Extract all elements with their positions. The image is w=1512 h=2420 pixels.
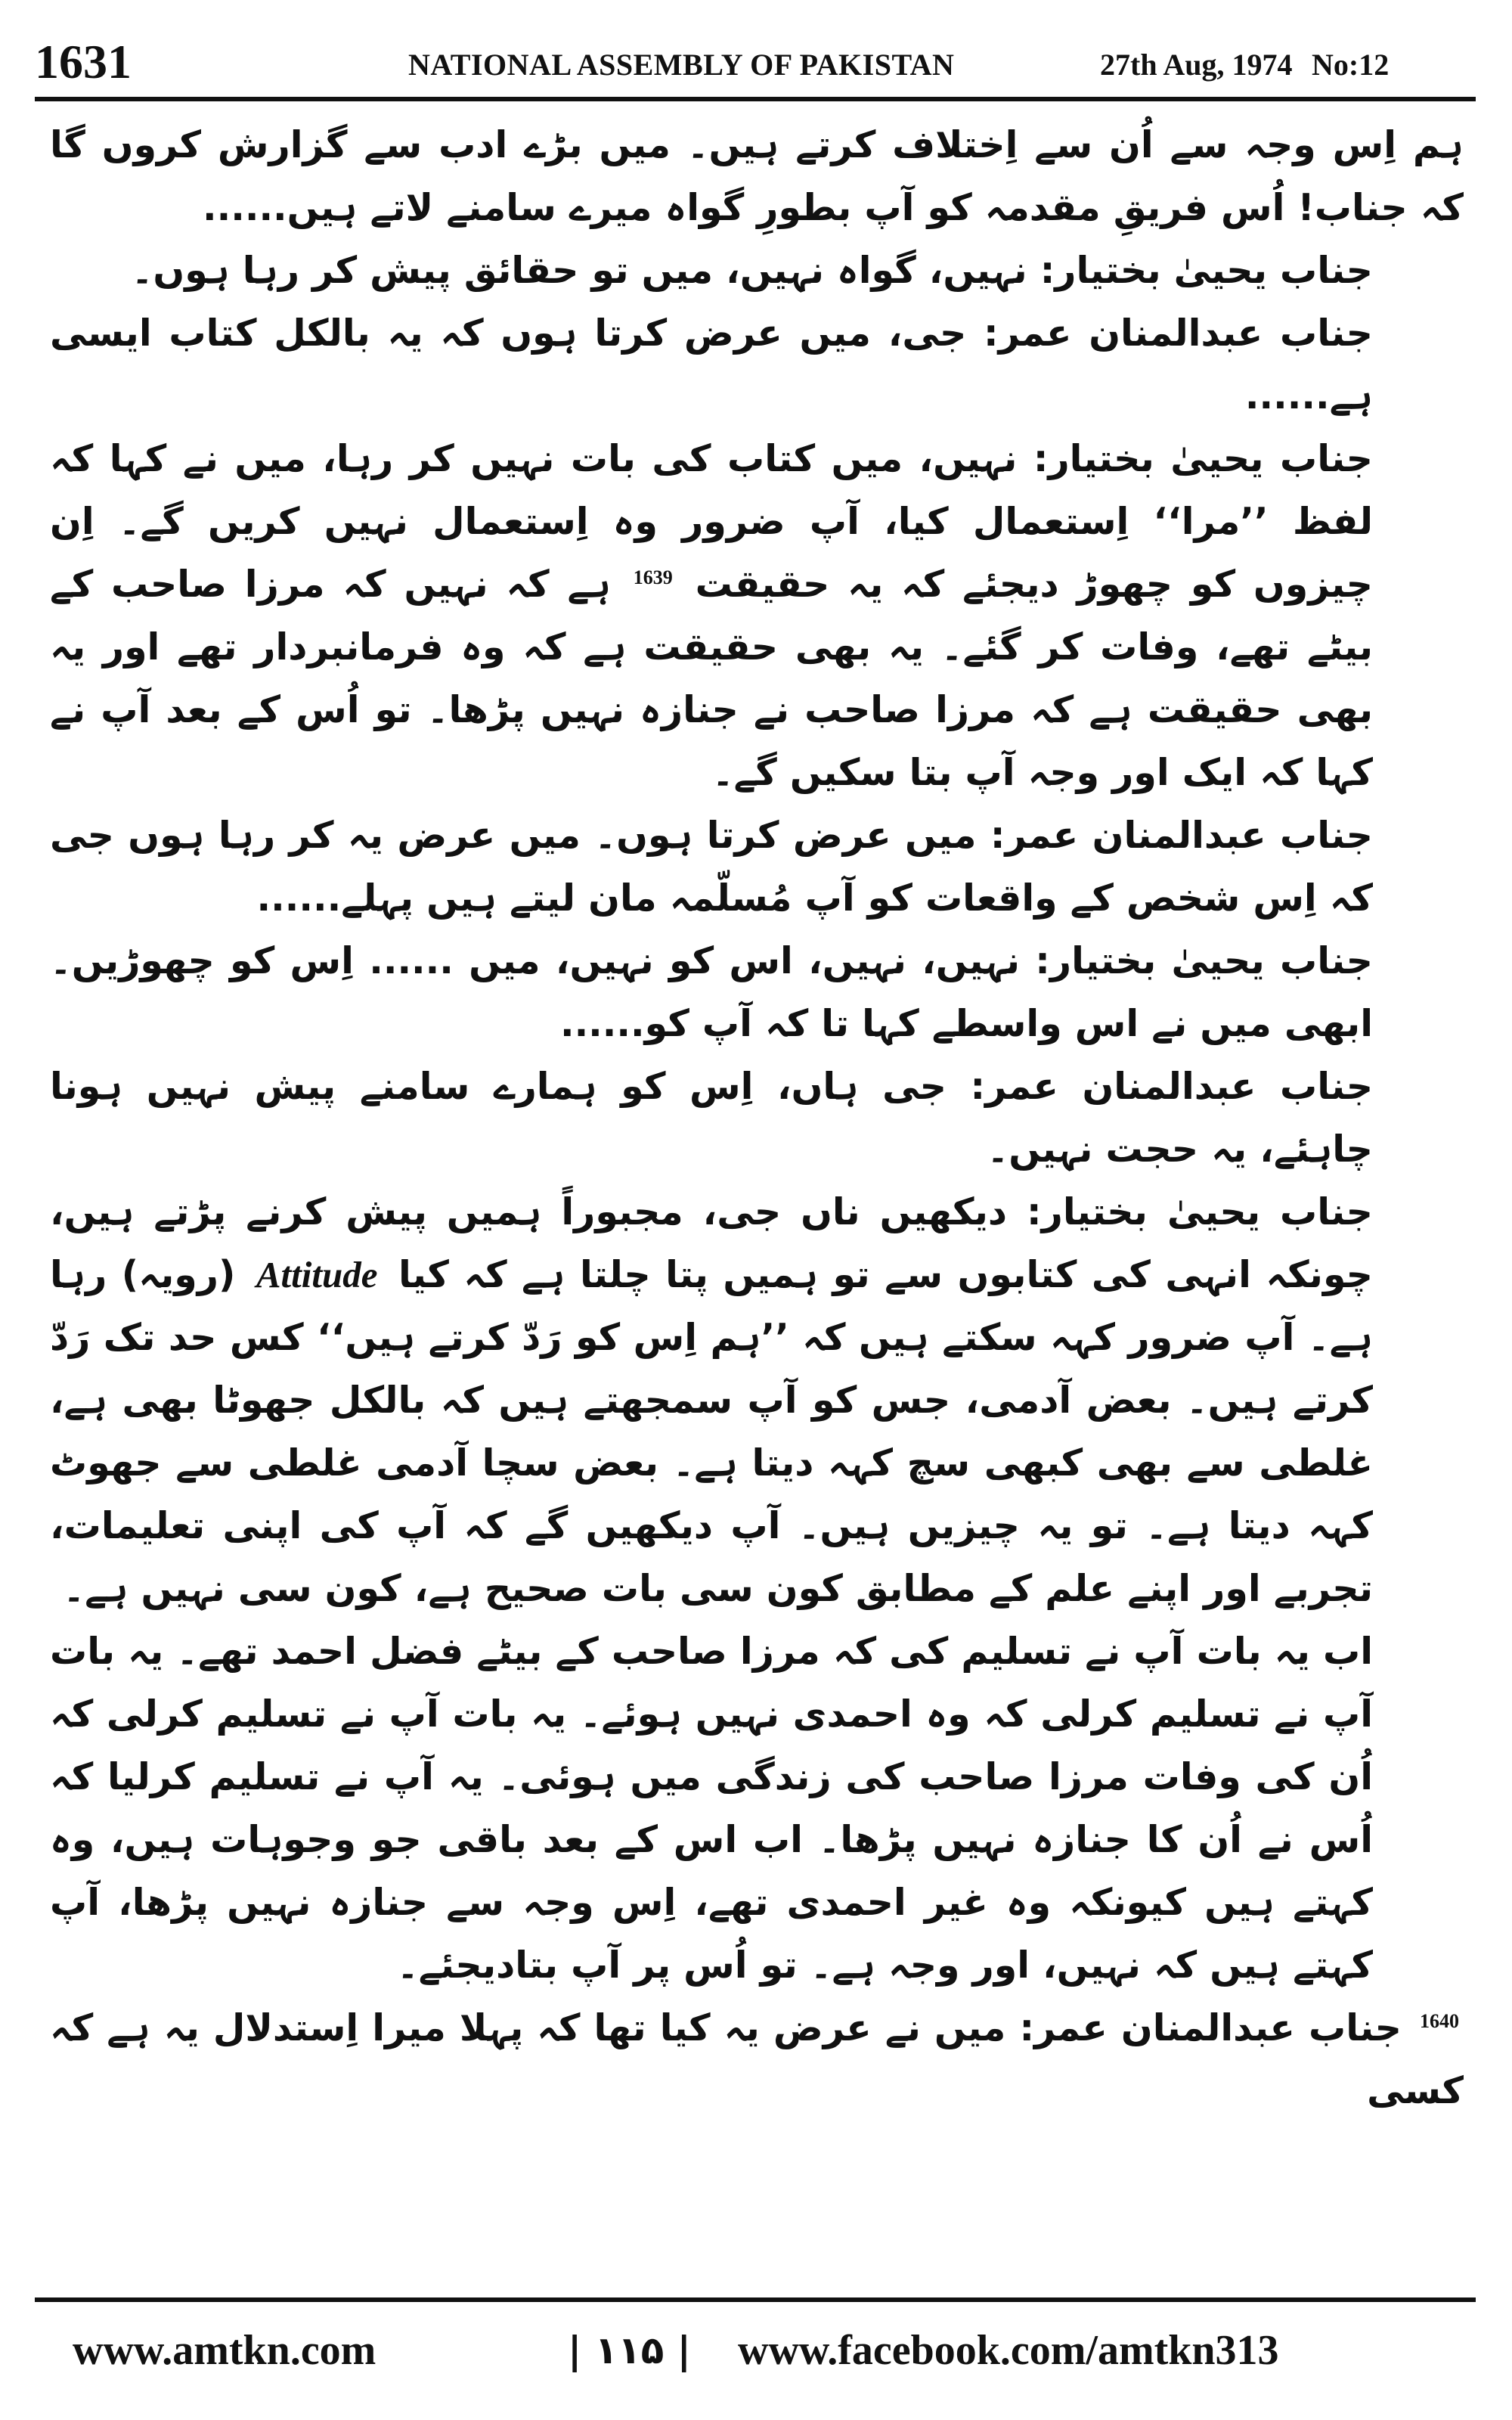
paragraph-2	[50, 239, 1464, 302]
paragraph-1	[50, 113, 1464, 239]
paragraph-text: (رویہ) رہا ہے۔ آپ ضرور کہہ سکتے ہیں کہ ’’ہم اِس کو رَدّ کرتے ہیں‘‘ کس حد تک رَدّ کرتے ہیں۔ بعض آدمی، جس کو آپ سمجھتے ہیں کہ بالکل جھوٹا بھی ہے، غلطی سے بھی کبھی سچ کہہ دیتا ہے۔ بعض سچا آدمی غلطی سے جھوٹ کہہ دیتا ہے۔ تو یہ چیزیں ہیں۔ آپ دیکھیں گے کہ آپ کی اپنی تعلیمات، تجربے اور اپنے علم کے مطابق کون سی بات صحیح ہے، کون سی نہیں ہے۔	[50, 1253, 1373, 1610]
paragraph-3	[50, 302, 1464, 427]
facebook-link[interactable]: www.facebook.com/amtkn313	[738, 2327, 1279, 2374]
paragraph-text: جی ہاں، اِس کو ہمارے سامنے پیش نہیں ہونا چاہئے، یہ حجت نہیں۔	[50, 1065, 1373, 1171]
page-number: 1631	[35, 35, 132, 88]
speaker-name: جناب یحییٰ بختیار:	[1040, 249, 1373, 292]
paragraph-5	[50, 804, 1464, 929]
paragraph-text: ہے کہ نہیں کہ مرزا صاحب کے بیٹے تھے، وفات کر گئے۔ یہ بھی حقیقت ہے کہ وہ فرمانبردار تھے اور یہ بھی حقیقت ہے کہ مرزا صاحب نے جنازہ نہیں پڑھا۔ تو اُس کے بعد آپ نے کہا کہ ایک اور وجہ آپ بتا سکیں گے۔	[50, 563, 1373, 794]
paragraph-8	[50, 1181, 1464, 1620]
paragraph-9	[50, 1620, 1464, 1996]
paragraph-text: اب یہ بات آپ نے تسلیم کی کہ مرزا صاحب کے بیٹے فضل احمد تھے۔ یہ بات آپ نے تسلیم کرلی کہ وہ احمدی نہیں ہوئے۔ یہ بات آپ نے تسلیم کرلی کہ اُن کی وفات مرزا صاحب کی زندگی میں ہوئی۔ یہ آپ نے تسلیم کرلیا کہ اُس نے اُن کا جنازہ نہیں پڑھا۔ اب اس کے بعد باقی جو وجوہات ہیں، وہ کہتے ہیں کیونکہ وہ غیر احمدی تھے، اِس وجہ سے جنازہ نہیں پڑھا، آپ کہتے ہیں کہ نہیں، اور وجہ ہے۔ تو اُس پر آپ بتادیجئے۔	[50, 1630, 1373, 1987]
footnote-marker: 1639	[633, 566, 673, 588]
transcript-body	[50, 113, 1464, 2284]
paragraph-6	[50, 929, 1464, 1055]
speaker-name: جناب عبدالمنان عمر:	[970, 1065, 1374, 1108]
header-issue-number: No:12	[1312, 48, 1390, 82]
footnote-marker: 1640	[1420, 2009, 1460, 2032]
header-date: 27th Aug, 1974	[1100, 48, 1293, 82]
paragraph-text: نہیں، نہیں، اس کو نہیں، میں ...... اِس کو چھوڑیں۔ ابھی میں نے اس واسطے کہا تا کہ آپ کو......	[50, 939, 1373, 1045]
paragraph-text: نہیں، میں کتاب کی بات نہیں کر رہا، میں نے کہا کہ لفظ ’’مرا‘‘ اِستعمال کیا، آپ ضرور وہ اِستعمال نہیں کریں گے۔ اِن چیزوں کو چھوڑ دیجئے کہ یہ حقیقت	[50, 437, 1373, 606]
header-rule	[35, 97, 1476, 101]
speaker-name: جناب یحییٰ بختیار:	[1033, 437, 1374, 480]
footer-page-mark: | ۱۱۵ |	[568, 2328, 691, 2372]
speaker-name: جناب یحییٰ بختیار:	[1027, 1190, 1373, 1233]
paragraph-4	[50, 427, 1464, 804]
footer	[35, 2313, 1476, 2388]
paragraph-text: جی، میں عرض کرتا ہوں کہ یہ بالکل کتاب ایسی ہے......	[50, 312, 1373, 417]
english-term: Attitude	[256, 1254, 378, 1295]
speaker-name: جناب عبدالمنان عمر:	[990, 814, 1373, 857]
paragraph-text: دیکھیں ناں جی، مجبوراً ہمیں پیش کرنے پڑتے ہیں، چونکہ انہی کی کتابوں سے تو ہمیں پتا چلتا ہے کہ کیا	[50, 1190, 1373, 1296]
paragraph-7	[50, 1055, 1464, 1181]
paragraph-text: نہیں، گواہ نہیں، میں تو حقائق پیش کر رہا ہوں۔	[131, 249, 1027, 292]
paragraph-10	[50, 1996, 1464, 2122]
website-link[interactable]: www.amtkn.com	[73, 2327, 376, 2374]
paragraph-text: میں عرض کرتا ہوں۔ میں عرض یہ کر رہا ہوں جی کہ اِس شخص کے واقعات کو آپ مُسلّمہ مان لیتے ہیں پہلے......	[50, 814, 1373, 920]
speaker-name: جناب عبدالمنان عمر:	[1019, 2006, 1402, 2049]
paragraph-text: ہم اِس وجہ سے اُن سے اِختلاف کرتے ہیں۔ میں بڑے ادب سے گزارش کروں گا کہ جناب! اُس فریقِ مقدمہ کو آپ بطورِ گواہ میرے سامنے لاتے ہیں......	[50, 123, 1464, 229]
paragraph-text: میں نے عرض یہ کیا تھا کہ پہلا میرا اِستدلال یہ ہے کہ کسی	[50, 2006, 1464, 2112]
speaker-name: جناب عبدالمنان عمر:	[984, 312, 1373, 355]
header-title: NATIONAL ASSEMBLY OF PAKISTAN	[408, 48, 955, 82]
speaker-name: جناب یحییٰ بختیار:	[1035, 939, 1373, 982]
footer-rule	[35, 2297, 1476, 2302]
